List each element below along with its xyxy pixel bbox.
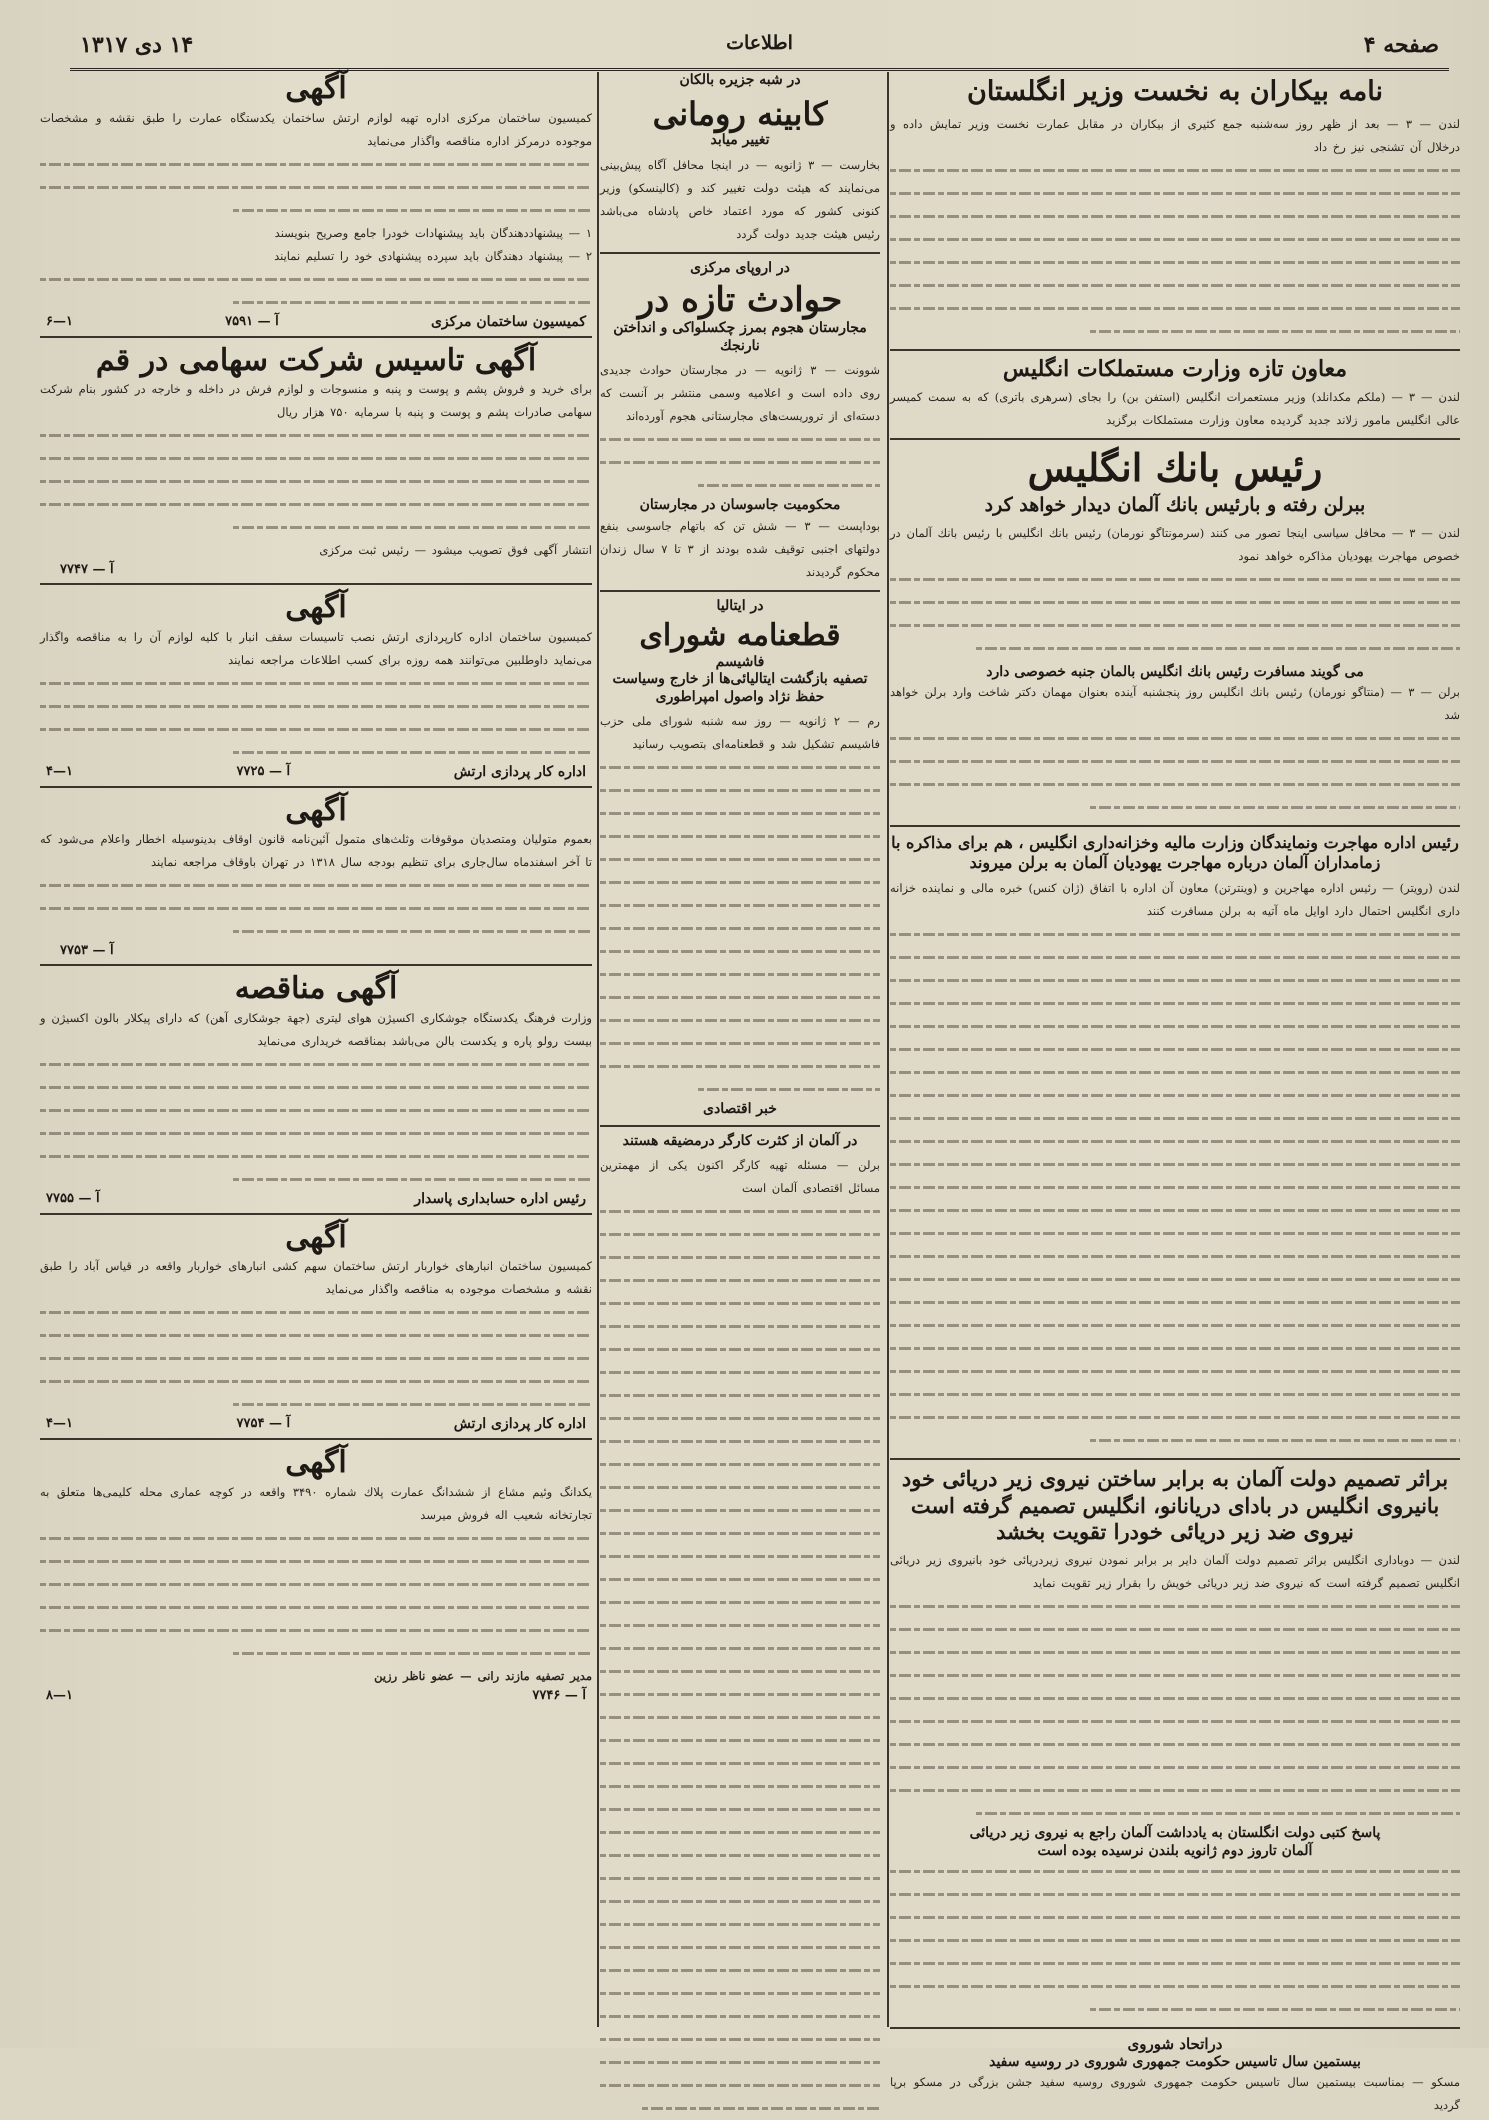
ad-title: آگهی مناقصه <box>234 971 398 1006</box>
article-text: لندن — ۳ — محافل سیاسی اینجا تصور می کنند (سرمونتاگو نورمان) رئیس بانك انگلیس با رئیس بانك آلمان در خصوص مهاجرت یهودیان مذاکره خواهد نمود <box>890 525 1460 563</box>
subheadline: تصفیه بازگشت ایتالیائی‌ها از خارج وسیاست حفظ نژاد واصول امپراطوری <box>612 671 868 705</box>
subheadline: می گویند مسافرت رئیس بانك انگلیس بالمان جنبه خصوصی دارد <box>986 663 1364 680</box>
ad-army-procurement <box>40 591 592 780</box>
subheadline: تغییر میابد <box>710 132 770 149</box>
headline: بیستمین سال تاسیس حکومت جمهوری شوروی در روسیه سفید <box>989 2053 1361 2070</box>
ad-title: آگهی <box>285 71 347 106</box>
section-kicker: در شبه جزیره بالکان <box>679 72 801 88</box>
column-right <box>890 72 1460 2113</box>
article-text: لندن — ۳ — (ملکم مکدانلد) وزیر مستعمرات انگلیس (استفن بن) را بجای (سرهری باتری) که به سمت کمیسر عالی انگلیس مامور زلاند جدید گردیده معاون وزارت مستملکات برگزید <box>890 390 1460 428</box>
headline: نامه بیکاران به نخست وزیر انگلستان <box>966 76 1384 107</box>
ad-code: ۱—۴ <box>46 763 73 779</box>
section-kicker: در ایتالیا <box>716 597 764 614</box>
ad-text: کمیسیون ساختمان انبارهای خواربار ارتش ساختمان سهم کشی انبارهای خواربار واقعه در قیاس آباد را طبق نقشه و مشخصات موجوده به مناقصه واگذار می‌نماید <box>40 1259 592 1296</box>
ad-title: آگهی <box>285 1445 347 1480</box>
article-text: برلن — ۳ — (منتاگو نورمان) رئیس بانك انگلیس روز پنجشنبه آینده بعنوان مهمان دکتر شاخت وارد برلن خواهد شد <box>890 685 1460 723</box>
ad-code: ۱—۶ <box>46 313 73 329</box>
section-kicker: در اروپای مرکزی <box>690 259 790 276</box>
article-text: لندن — ۳ — بعد از ظهر روز سه‌شنبه جمع کثیری از بیکاران در مقابل عمارت نخست وزیر تمایش داده و درخلال آن تشنجی نیز رخ داد <box>890 117 1460 155</box>
ad-title: آگهی <box>285 792 347 828</box>
ad-text: بعموم متولیان ومتصدیان موقوفات وثلث‌های متمول آئین‌نامه قانون اوقاف بدینوسیله اخطار واعلام می‌شود که تا آخر اسفندماه سال‌جاری برای تنظیم بودجه سال ۱۳۱۸ در تهران باوقاف مراجعه نمایند <box>40 832 592 869</box>
subheadline: ببرلن رفته و بارئیس بانك آلمان دیدار خواهد کرد <box>984 494 1366 517</box>
ad-company-qom <box>40 344 592 578</box>
ad-code: آ — ۷۷۵۴ <box>236 1416 291 1431</box>
issue-date: ۱۴ دی ۱۳۱۷ <box>80 32 194 58</box>
column-rule <box>597 72 599 2027</box>
subheadline: محکومیت جاسوسان در مجارستان <box>639 497 841 514</box>
ad-signature: مدیر تصفیه مازند رانی — عضو ناظر رزین <box>374 1668 592 1683</box>
page-number: صفحه ۴ <box>1363 32 1439 58</box>
subheadline: مجارستان هجوم بمرز چکسلواکی و انداختن نارنجك <box>613 320 867 354</box>
ad-text: یکدانگ وئیم مشاع از ششدانگ عمارت پلاك شماره ۳۴۹۰ واقعه در کوچه عماری محله کلیمی‌ها متعلق به تجارتخانه شعیب اله فروش میرسد <box>40 1484 592 1522</box>
article-text: مسکو — بمناسبت بیستمین سال تاسیس حکومت جمهوری شوروی روسیه سفید جشن بزرگی در مسکو برپا گردید <box>890 2075 1460 2113</box>
headline: رئیس اداره مهاجرت ونمایندگان وزارت مالیه وخزانه‌داری انگلیس ، هم برای مذاکره با زمامداران آلمان درباره مهاجرت یهودیان آلمان به برلن میروند <box>891 833 1459 873</box>
article-hungary <box>600 260 880 584</box>
article-bank-of-england <box>890 446 1460 819</box>
article-germany-labor <box>600 1133 880 2120</box>
page-header <box>70 22 1449 71</box>
ad-code: آ — ۷۷۲۵ <box>236 763 291 779</box>
article-text: لندن (رویتر) — رئیس اداره مهاجرین و (وینترتن) معاون آن اداره با اتفاق (ژان کنس) خبره مالی و نماینده خزانه داری انگلیس احتمال دارد اوایل ماه آتیه به برلن مسافرت کنند <box>890 881 1460 919</box>
ad-signature: کمیسیون ساختمان مرکزی <box>430 313 586 330</box>
ad-code: آ — ۷۷۴۶ <box>532 1687 586 1703</box>
ad-text: برای خرید و فروش پشم و پوست و پنبه و منسوجات و لوازم فرش در داخله و خارجه در کشور بنام شرکت سهامی صادرات پشم و پوست و پنبه با سرمایه ۷۵۰ هزار ریال <box>40 382 592 419</box>
article-text: لندن — دوباداری انگلیس براثر تصمیم دولت آلمان دایر بر برابر نمودن نیروی زیردریائی خود بانیروی زیر دریائی انگلیس تصمیم گرفته است که نیروی ضد زیر دریائی خویش را بقرار زیر تقویت نماید <box>890 1553 1460 1591</box>
ad-text: کمیسیون ساختمان مرکزی اداره تهیه لوازم ارتش ساختمان یکدستگاه عمارت را طبق نقشه و مشخصات موجوده درمرکز اداره مناقصه واگذار می‌نماید <box>40 110 592 148</box>
section-kicker: دراتحاد شوروی <box>1127 2035 1223 2054</box>
ad-warehouses <box>40 1221 592 1433</box>
article-text: بخارست — ۳ ژانویه — در اینجا محافل آگاه پیش‌بینی می‌نمایند که هیئت دولت تغییر کند و (کالینسکو) وزیر کنونی کشور که مورد اعتماد خاص پادشاه می‌باشد رئیس هیئت جدید دولت گردد <box>600 157 880 241</box>
ad-signature: رئیس اداره حسابداری پاسدار <box>414 1190 586 1207</box>
article-text: برلن — مسئله تهیه کارگر اکنون یکی از مهمترین مسائل اقتصادی آلمان است <box>600 1158 880 1196</box>
article-romania <box>600 72 880 246</box>
headline: قطعنامه شورای <box>639 618 841 654</box>
article-soviet <box>890 2035 1460 2117</box>
subheadline: فاشیسم <box>715 653 765 670</box>
article-colonies <box>890 357 1460 432</box>
ad-signature-row <box>40 1688 592 1703</box>
article-submarines <box>890 1466 1460 2021</box>
ad-signature-row <box>40 314 592 330</box>
ad-signature: اداره کار پردازی ارتش <box>453 1416 586 1432</box>
ad-code: ۱—۴ <box>46 1416 73 1431</box>
headline: رئیس بانك انگلیس <box>1027 445 1323 491</box>
column-rule <box>887 72 889 2027</box>
text-lines <box>890 159 1460 343</box>
ad-title: آگهی تاسیس شرکت سهامی در قم <box>95 342 537 378</box>
headline: براثر تصمیم دولت آلمان به برابر ساختن نیروی زیر دریائی خود بانیروی انگلیس در بادای دریانانو، انگلیس تصمیم گرفته است نیروی ضد زیر دریائی خودرا تقویت بخشد <box>901 1466 1449 1544</box>
ad-code: آ — ۷۷۵۳ <box>60 943 114 958</box>
ad-code: ۱—۸ <box>46 1687 73 1703</box>
ad-signature-row <box>40 1191 592 1207</box>
ad-signature-row <box>40 764 592 780</box>
ad-signature: انتشار آگهی فوق تصویب میشود — رئیس ثبت مرکزی <box>319 543 592 557</box>
ad-title: آگهی <box>285 1219 347 1255</box>
article-text: رم — ۲ ژانویه — روز سه شنبه شورای ملی حزب فاشیسم تشکیل شد و قطعنامه‌ای بتصویب رسانید <box>600 714 880 752</box>
ad-title: آگهی <box>285 590 347 625</box>
column-left-ads <box>40 72 592 2027</box>
ad-code: آ — ۷۷۴۷ <box>60 562 114 577</box>
article-text: بوداپست — ۳ — شش تن که باتهام جاسوسی بنفع دولتهای اجنبی توقیف شده بودند از ۳ تا ۷ سال زندان محکوم گردیدند <box>600 518 880 579</box>
newspaper-name: اطلاعات <box>726 32 793 54</box>
ad-property-sale <box>40 1446 592 1703</box>
ad-endowments <box>40 794 592 959</box>
subheadline: آلمان تاروز دوم ژانویه بلندن نرسیده بوده است <box>1037 1842 1313 1859</box>
headline: معاون تازه وزارت مستملکات انگلیس <box>1002 356 1348 383</box>
ad-code: آ — ۷۷۵۵ <box>46 1190 100 1206</box>
article-unemployed <box>890 76 1460 343</box>
ad-note: ۱ — پیشنهاددهندگان باید پیشنهادات خودرا جامع وصریح بنویسند <box>274 225 592 240</box>
ad-construction-1 <box>40 72 592 330</box>
ad-signature: اداره کار پردازی ارتش <box>453 763 586 780</box>
ad-code: آ — ۷۵۹۱ <box>225 313 279 329</box>
headline: در آلمان از کثرت کارگر درمضیقه هستند <box>622 1132 858 1149</box>
headline: حوادث تازه در <box>637 280 843 321</box>
article-italy <box>600 598 880 1119</box>
subheadline: پاسخ کتبی دولت انگلستان به یادداشت آلمان راجع به نیروی زیر دریائی <box>969 1825 1381 1842</box>
ad-note: ۲ — پیشنهاد دهندگان باید سپرده پیشنهادی خود را تسلیم نمایند <box>274 248 592 263</box>
column-middle <box>600 72 880 2027</box>
ad-signature-row <box>40 1416 592 1432</box>
ad-tender-welding <box>40 972 592 1207</box>
section-kicker: خبر اقتصادی <box>703 1101 777 1118</box>
article-migration <box>890 833 1460 1452</box>
ad-text: وزارت فرهنگ یکدستگاه جوشکاری اکسیژن هوای لیتری (جهة جوشکاری آهن) که دارای پیکلار بالون اکسیژن و بیست رولو پاره و یکدست بالن می‌باشد بمناقصه خریداری می‌نماید <box>40 1010 592 1048</box>
article-text: شوونت — ۳ ژانویه — در مجارستان حوادث جدیدی روی داده است و اعلامیه وسمی منتشر بر آنست که دسته‌ای از تروریست‌های مجارستانی هجوم آورده‌اند <box>600 363 880 424</box>
ad-text: کمیسیون ساختمان اداره کارپردازی ارتش نصب تاسیسات سقف انبار با کلیه لوازم آن را به مناقصه واگذار می‌نماید داوطلبین می‌توانند همه روزه برای کسب اطلاعات مراجعه نمایند <box>40 629 592 667</box>
headline: کابینه رومانی <box>652 94 828 133</box>
